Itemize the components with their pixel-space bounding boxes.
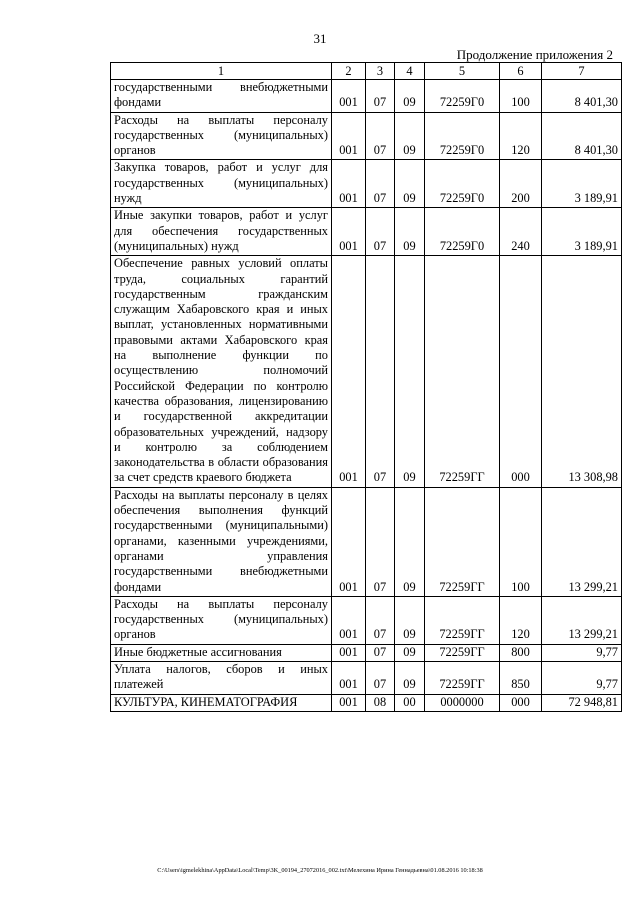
code-cell: 72259ГГ [425,487,500,596]
amount-cell: 8 401,30 [542,112,622,160]
code-cell: 09 [395,112,425,160]
table-row [111,487,622,596]
code-cell: 07 [366,112,395,160]
expense-name-cell: Иные закупки товаров, работ и услуг для обеспечения государственных (муниципальных) нужд [111,208,332,256]
code-cell: 001 [332,256,366,487]
amount-cell: 3 189,91 [542,208,622,256]
amount-cell: 3 189,91 [542,160,622,208]
code-cell: 09 [395,80,425,113]
code-cell: 07 [366,160,395,208]
code-cell: 120 [500,596,542,644]
code-cell: 850 [500,661,542,694]
table-row [111,160,622,208]
table-row [111,644,622,661]
code-cell: 240 [500,208,542,256]
table-row [111,208,622,256]
column-header: 7 [542,63,622,80]
expense-name-cell: государственными внебюджетными фондами [111,80,332,113]
expense-name-cell: Закупка товаров, работ и услуг для государственных (муниципальных) нужд [111,160,332,208]
code-cell: 72259ГГ [425,596,500,644]
code-cell: 09 [395,487,425,596]
code-cell: 120 [500,112,542,160]
expense-name-cell: Иные бюджетные ассигнования [111,644,332,661]
code-cell: 72259Г0 [425,80,500,113]
code-cell: 001 [332,661,366,694]
code-cell: 08 [366,694,395,711]
table-row [111,596,622,644]
code-cell: 100 [500,80,542,113]
code-cell: 07 [366,80,395,113]
code-cell: 72259Г0 [425,208,500,256]
code-cell: 72259ГГ [425,256,500,487]
appendix-continuation-label: Продолжение приложения 2 [456,47,613,62]
amount-cell: 9,77 [542,661,622,694]
expense-name-cell: Расходы на выплаты персоналу государственных (муниципальных) органов [111,596,332,644]
code-cell: 07 [366,208,395,256]
page-number: 31 [313,31,327,46]
column-header: 2 [332,63,366,80]
column-header: 4 [395,63,425,80]
code-cell: 001 [332,80,366,113]
column-header: 1 [111,63,332,80]
code-cell: 800 [500,644,542,661]
amount-cell: 8 401,30 [542,80,622,113]
code-cell: 07 [366,661,395,694]
code-cell: 72259ГГ [425,644,500,661]
code-cell: 000 [500,694,542,711]
file-path-footer: C:\Users\igmelekhina\AppData\Local\Temp\3K_00194_27072016_002.txt\Мелехина Ирина Геннадьевна\01.08.2016 10:18:38 [157,867,483,874]
code-cell: 001 [332,112,366,160]
code-cell: 07 [366,487,395,596]
code-cell: 09 [395,644,425,661]
code-cell: 09 [395,256,425,487]
amount-cell: 13 299,21 [542,487,622,596]
table-row [111,694,622,711]
code-cell: 09 [395,661,425,694]
code-cell: 72259ГГ [425,661,500,694]
table-row [111,661,622,694]
expense-name-cell: КУЛЬТУРА, КИНЕМАТОГРАФИЯ [111,694,332,711]
code-cell: 09 [395,596,425,644]
code-cell: 001 [332,694,366,711]
code-cell: 200 [500,160,542,208]
expense-name-cell: Обеспечение равных условий оплаты труда, социальных гарантий государственным гражданским служащим Хабаровского края и иных выплат, установленных нормативными правовыми актами Хабаровского края на выполнение функции по осуществлению полномочий Российской Федерации по контролю качества образования, лицензированию и государственной аккредитации образовательных учреждений, надзору и контролю за соблюдением законодательства в области образования за счет средств краевого бюджета [111,256,332,487]
code-cell: 07 [366,644,395,661]
amount-cell: 72 948,81 [542,694,622,711]
table-row [111,112,622,160]
amount-cell: 9,77 [542,644,622,661]
code-cell: 00 [395,694,425,711]
code-cell: 000 [500,256,542,487]
expense-name-cell: Расходы на выплаты персоналу в целях обеспечения выполнения функций государственными (муниципальными) органами, казенными учреждениями, органами управления государственными внебюджетными фондами [111,487,332,596]
table-row [111,256,622,487]
code-cell: 72259Г0 [425,112,500,160]
code-cell: 100 [500,487,542,596]
amount-cell: 13 308,98 [542,256,622,487]
column-header: 3 [366,63,395,80]
amount-cell: 13 299,21 [542,596,622,644]
code-cell: 09 [395,160,425,208]
table-row [111,80,622,113]
code-cell: 09 [395,208,425,256]
expense-name-cell: Расходы на выплаты персоналу государственных (муниципальных) органов [111,112,332,160]
code-cell: 001 [332,644,366,661]
column-header: 5 [425,63,500,80]
code-cell: 001 [332,160,366,208]
column-header: 6 [500,63,542,80]
code-cell: 07 [366,256,395,487]
code-cell: 07 [366,596,395,644]
budget-table [110,62,622,712]
code-cell: 001 [332,596,366,644]
code-cell: 0000000 [425,694,500,711]
code-cell: 001 [332,208,366,256]
table-header-row [111,63,622,80]
expense-name-cell: Уплата налогов, сборов и иных платежей [111,661,332,694]
code-cell: 72259Г0 [425,160,500,208]
code-cell: 001 [332,487,366,596]
